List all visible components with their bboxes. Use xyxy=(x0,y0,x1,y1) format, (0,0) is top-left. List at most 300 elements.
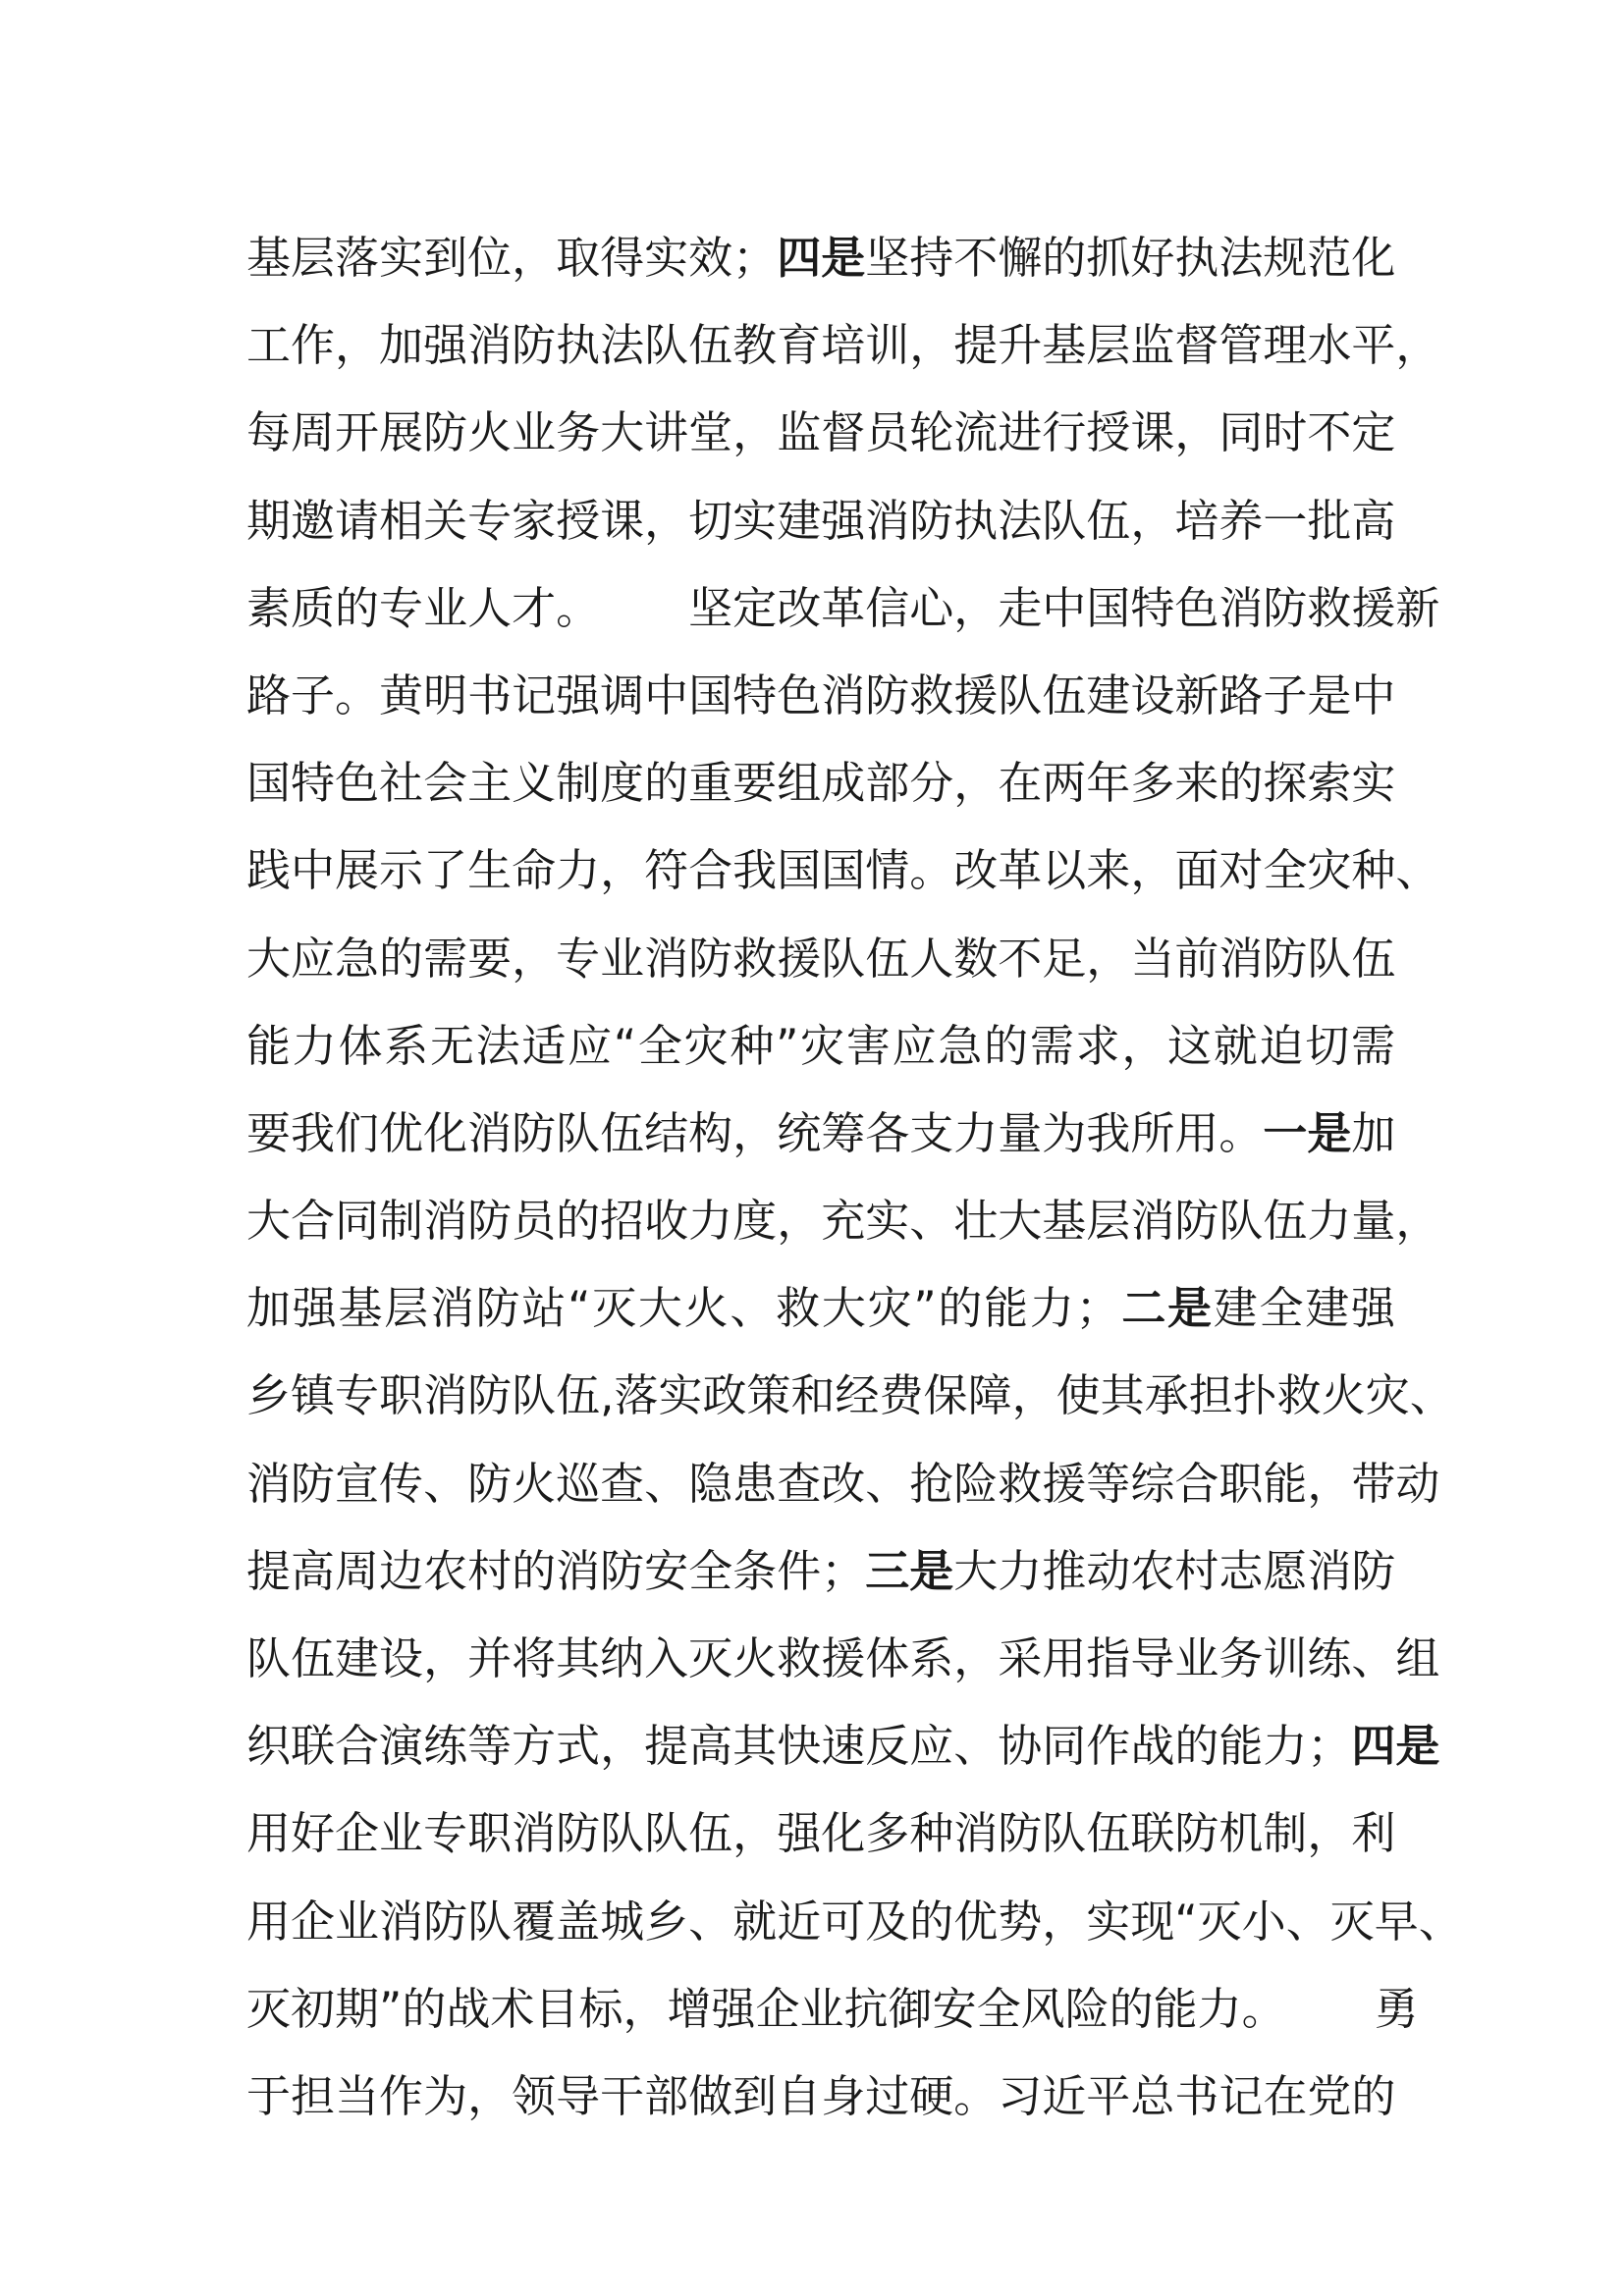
text-char: 导 xyxy=(556,2069,601,2122)
text-line xyxy=(246,1274,1395,1362)
text-char: 练 xyxy=(1307,1632,1352,1684)
text-char: 我 xyxy=(732,844,778,897)
text-char: 实 xyxy=(379,232,424,284)
text-char: 防 xyxy=(865,668,910,721)
text-char: 的 xyxy=(644,757,689,810)
text-char: 来 xyxy=(1174,757,1219,810)
text-char: 作 xyxy=(291,319,336,372)
text-char: 提 xyxy=(953,319,999,372)
text-char: 强 xyxy=(556,668,601,721)
text-char: 件 xyxy=(777,1544,822,1597)
text-char: 提 xyxy=(246,1544,292,1597)
text-char: 消 xyxy=(423,1369,468,1422)
text-char: 能 xyxy=(1153,1982,1198,2035)
text-char: 扑 xyxy=(1232,1369,1277,1422)
text-char: 实 xyxy=(644,232,689,284)
text-char: 黄 xyxy=(379,668,424,721)
text-char: 村 xyxy=(1174,1544,1219,1597)
text-char: 查 xyxy=(777,1457,822,1510)
text-char: 督 xyxy=(1174,319,1219,372)
text-char: 中 xyxy=(1351,668,1396,721)
text-char: 力 xyxy=(688,1195,733,1248)
text-char: 员 xyxy=(512,1195,557,1248)
text-char: 抢 xyxy=(909,1457,954,1510)
text-char: 中 xyxy=(644,668,689,721)
text-char: 制 xyxy=(556,757,601,810)
text-char: 消 xyxy=(953,1807,999,1860)
text-char: 需 xyxy=(423,932,468,985)
text-char: 新 xyxy=(1395,581,1440,634)
text-char: 层 xyxy=(1086,1195,1131,1248)
text-char: 结 xyxy=(644,1106,689,1159)
text-line xyxy=(246,1888,1463,1975)
text-char: 人 xyxy=(467,581,513,634)
text-char: 近 xyxy=(1042,2069,1087,2122)
text-char: 色 xyxy=(1174,581,1219,634)
text-char: 专 xyxy=(379,581,424,634)
text-char: 实 xyxy=(1086,1895,1131,1948)
text-char: 合 xyxy=(291,1195,336,1248)
text-char: “ xyxy=(568,1282,591,1335)
text-char: 早 xyxy=(1374,1895,1419,1948)
text-char: 邀 xyxy=(291,494,336,547)
bold-marker: 一 xyxy=(1263,1106,1308,1159)
text-char: 强 xyxy=(777,1807,822,1860)
text-char xyxy=(600,574,644,662)
text-char: 、 xyxy=(688,1895,733,1948)
text-char: 反 xyxy=(865,1720,910,1773)
text-char: 组 xyxy=(1395,1632,1440,1684)
text-char: 路 xyxy=(246,668,292,721)
text-char: 全 xyxy=(1259,1282,1304,1335)
text-char: 符 xyxy=(644,844,689,897)
text-char: 业 xyxy=(799,1982,844,2035)
text-char: 防 xyxy=(1174,1807,1219,1860)
text-char: 无 xyxy=(429,1019,474,1072)
text-char: 指 xyxy=(1086,1632,1131,1684)
text-char: 轮 xyxy=(909,406,954,459)
text-char: 能 xyxy=(1263,1457,1308,1510)
text-char: 、 xyxy=(1409,1369,1454,1422)
text-char: 义 xyxy=(512,757,557,810)
text-char: 到 xyxy=(423,232,468,284)
text-char: 防 xyxy=(467,1369,513,1422)
text-char: 风 xyxy=(1020,1982,1065,2035)
bold-marker: 是 xyxy=(1307,1106,1352,1159)
text-char: 推 xyxy=(1042,1544,1087,1597)
text-char: 面 xyxy=(1174,844,1219,897)
text-char: 量 xyxy=(1351,1195,1396,1248)
text-char: 讲 xyxy=(644,406,689,459)
text-char: 自 xyxy=(777,2069,822,2122)
text-char: 我 xyxy=(1086,1106,1131,1159)
text-char: 效 xyxy=(688,232,733,284)
text-char: 力 xyxy=(1307,1195,1352,1248)
text-char: 、 xyxy=(730,1282,775,1335)
text-char: 灾 xyxy=(867,1282,912,1335)
text-char: 宣 xyxy=(335,1457,380,1510)
text-char: 救 xyxy=(1307,581,1352,634)
text-char: 盖 xyxy=(556,1895,601,1948)
text-char: 的 xyxy=(984,1019,1029,1072)
text-char: 防 xyxy=(423,1895,468,1948)
text-char: 防 xyxy=(475,1282,520,1335)
text-char: ， xyxy=(909,319,954,372)
text-char: 是 xyxy=(1307,668,1352,721)
text-char: 定 xyxy=(1351,406,1396,459)
text-char: 力 xyxy=(1029,1282,1074,1335)
text-char: 御 xyxy=(888,1982,933,2035)
text-char: 农 xyxy=(1130,1544,1175,1597)
text-char: 条 xyxy=(732,1544,778,1597)
text-char: 火 xyxy=(1321,1369,1366,1422)
text-char: 灭 xyxy=(1197,1895,1242,1948)
text-char: 量 xyxy=(998,1106,1043,1159)
text-char: 消 xyxy=(467,1106,513,1159)
text-char: ， xyxy=(1174,406,1219,459)
text-char: 主 xyxy=(467,757,513,810)
text-char: 系 xyxy=(909,1632,954,1684)
text-char: 加 xyxy=(246,1282,292,1335)
text-char: 能 xyxy=(246,1019,292,1072)
text-char: 建 xyxy=(777,494,822,547)
text-char: 层 xyxy=(384,1282,429,1335)
text-char: 式 xyxy=(556,1720,601,1773)
text-char: 书 xyxy=(1174,2069,1219,2122)
text-char: 实 xyxy=(1351,757,1396,810)
text-char: 火 xyxy=(467,406,513,459)
text-char: 组 xyxy=(777,757,822,810)
text-char: 、 xyxy=(644,1457,689,1510)
text-char: 队 xyxy=(467,1895,513,1948)
text-char: 消 xyxy=(429,1282,474,1335)
bold-marker: 是 xyxy=(909,1544,954,1597)
text-char: 、 xyxy=(1395,844,1440,897)
text-char: ， xyxy=(600,844,645,897)
text-char: 数 xyxy=(953,932,999,985)
text-char: 招 xyxy=(600,1195,645,1248)
text-char: 。 xyxy=(335,668,380,721)
text-char: 全 xyxy=(976,1982,1021,2035)
text-char: 救 xyxy=(998,1457,1043,1510)
text-char: 同 xyxy=(1042,1720,1087,1773)
text-char: 同 xyxy=(335,1195,380,1248)
text-char: 流 xyxy=(953,406,999,459)
text-char: 的 xyxy=(402,1982,447,2035)
text-char: 身 xyxy=(821,2069,866,2122)
text-char: 安 xyxy=(932,1982,977,2035)
text-char: 愿 xyxy=(1263,1544,1308,1597)
text-char: 课 xyxy=(1130,406,1175,459)
text-char: 火 xyxy=(732,1632,778,1684)
text-char: 职 xyxy=(1218,1457,1264,1510)
text-char: 制 xyxy=(379,1195,424,1248)
text-char: 种 xyxy=(909,1807,954,1860)
text-char: ， xyxy=(467,2069,513,2122)
text-char: 伍 xyxy=(1086,494,1131,547)
text-char: 防 xyxy=(998,1807,1043,1860)
text-char: 力 xyxy=(953,1106,999,1159)
text-char: 业 xyxy=(600,932,645,985)
text-char: 为 xyxy=(423,2069,468,2122)
text-char: 消 xyxy=(423,1195,468,1248)
text-line xyxy=(246,311,1440,399)
text-char: ， xyxy=(600,1720,645,1773)
text-char: 国 xyxy=(1086,581,1131,634)
text-char: 收 xyxy=(644,1195,689,1248)
text-line xyxy=(246,1537,1395,1625)
text-char: 在 xyxy=(998,757,1043,810)
text-char: 育 xyxy=(777,319,822,372)
text-char: 业 xyxy=(335,1895,380,1948)
text-char: 害 xyxy=(845,1019,891,1072)
text-char: 的 xyxy=(1042,232,1087,284)
text-char: 带 xyxy=(1351,1457,1396,1510)
text-char: 水 xyxy=(1307,319,1352,372)
text-char: 建 xyxy=(1213,1282,1258,1335)
text-char: 演 xyxy=(379,1720,424,1773)
text-char: 好 xyxy=(291,1807,336,1860)
text-char: 统 xyxy=(777,1106,822,1159)
text-char: ； xyxy=(821,1544,866,1597)
text-char: 防 xyxy=(688,932,733,985)
text-char: 术 xyxy=(490,1982,535,2035)
text-char: 革 xyxy=(821,581,866,634)
text-char: 灾 xyxy=(800,1019,845,1072)
text-char: 范 xyxy=(1307,232,1352,284)
text-char: 联 xyxy=(1130,1807,1175,1860)
text-char: 站 xyxy=(521,1282,567,1335)
text-char: ， xyxy=(644,494,689,547)
text-char: 传 xyxy=(379,1457,424,1510)
text-char: 实 xyxy=(658,1369,703,1422)
text-char: 巡 xyxy=(556,1457,601,1510)
text-char: 时 xyxy=(1263,406,1308,459)
text-char: 的 xyxy=(938,1282,983,1335)
text-char: 书 xyxy=(467,668,513,721)
text-char: 全 xyxy=(637,1019,682,1072)
text-char: 每 xyxy=(246,406,292,459)
text-line xyxy=(246,1799,1395,1887)
text-char: 方 xyxy=(512,1720,557,1773)
text-char: 灾 xyxy=(683,1019,729,1072)
text-char: 防 xyxy=(600,1544,645,1597)
text-char: 防 xyxy=(423,406,468,459)
text-char: 情 xyxy=(865,844,910,897)
text-char: 障 xyxy=(967,1369,1012,1422)
text-char: 年 xyxy=(1086,757,1131,810)
text-char: ， xyxy=(1042,1895,1087,1948)
text-char: 灾 xyxy=(1365,1369,1410,1422)
text-char: 需 xyxy=(1350,1019,1395,1072)
text-char: 执 xyxy=(953,494,999,547)
text-char: 走 xyxy=(998,581,1043,634)
text-char: 援 xyxy=(1042,1457,1087,1510)
text-line xyxy=(246,574,1440,662)
text-char: 切 xyxy=(1305,1019,1350,1072)
text-char: ， xyxy=(512,232,557,284)
text-char: 国 xyxy=(777,844,822,897)
text-char: 大 xyxy=(953,1544,999,1597)
text-char: 基 xyxy=(246,232,292,284)
text-char: 监 xyxy=(1130,319,1175,372)
text-char: “ xyxy=(613,1019,637,1072)
text-char: 的 xyxy=(1218,757,1264,810)
text-char: ， xyxy=(1395,319,1440,372)
text-char: 队 xyxy=(600,1807,645,1860)
text-char: 消 xyxy=(1307,1544,1352,1597)
text-char: 作 xyxy=(379,2069,424,2122)
text-line xyxy=(246,1625,1440,1712)
text-char: 综 xyxy=(1130,1457,1175,1510)
text-char: 动 xyxy=(1395,1457,1440,1510)
text-char: 中 xyxy=(291,844,336,897)
text-char: 训 xyxy=(1263,1632,1308,1684)
text-char: 当 xyxy=(335,2069,380,2122)
text-char: 救 xyxy=(732,932,778,985)
text-char: ， xyxy=(1307,1457,1352,1510)
text-char: 保 xyxy=(923,1369,968,1422)
text-char: 速 xyxy=(821,1720,866,1773)
text-char: 实 xyxy=(732,494,778,547)
text-char: 、 xyxy=(1418,1895,1463,1948)
text-line xyxy=(246,1012,1395,1099)
text-char: 将 xyxy=(512,1632,557,1684)
text-char: 落 xyxy=(614,1369,659,1422)
text-char: 险 xyxy=(1064,1982,1110,2035)
text-char: 力 xyxy=(292,1019,337,1072)
text-char: 防 xyxy=(1174,1195,1219,1248)
text-char: 大 xyxy=(246,932,292,985)
text-char: 队 xyxy=(1218,1195,1264,1248)
text-char: 部 xyxy=(644,2069,689,2122)
text-char: 、 xyxy=(865,1457,910,1510)
text-char: 救 xyxy=(1276,1369,1322,1422)
text-char: 队 xyxy=(246,1632,292,1684)
text-char: 灭 xyxy=(246,1982,292,2035)
text-char: 记 xyxy=(512,668,557,721)
text-char: 定 xyxy=(732,581,778,634)
text-char: 特 xyxy=(732,668,778,721)
text-char: 导 xyxy=(1130,1632,1175,1684)
text-char: 课 xyxy=(600,494,645,547)
text-char: ， xyxy=(1307,1807,1352,1860)
text-char: 提 xyxy=(644,1720,689,1773)
text-char: 业 xyxy=(423,581,468,634)
text-char: 其 xyxy=(1100,1369,1145,1422)
text-char: 授 xyxy=(1086,406,1131,459)
text-char: 足 xyxy=(1042,932,1087,985)
text-char: 战 xyxy=(446,1982,491,2035)
text-char: 业 xyxy=(379,1807,424,1860)
text-char: 急 xyxy=(335,932,380,985)
text-char: 练 xyxy=(423,1720,468,1773)
text-char: 。 xyxy=(953,2069,999,2122)
text-char: 险 xyxy=(953,1457,999,1510)
text-char: 规 xyxy=(1263,232,1308,284)
text-char: 队 xyxy=(512,1369,557,1422)
text-char: 消 xyxy=(512,1807,557,1860)
text-char: 特 xyxy=(1130,581,1175,634)
text-char: 用 xyxy=(246,1807,292,1860)
text-char: 来 xyxy=(1086,844,1131,897)
text-char: 的 xyxy=(379,932,424,985)
text-char: 灭 xyxy=(592,1282,637,1335)
text-char: 动 xyxy=(1086,1544,1131,1597)
text-char: 强 xyxy=(292,1282,337,1335)
text-char: 其 xyxy=(556,1632,601,1684)
text-char: 进 xyxy=(998,406,1043,459)
text-char: 对 xyxy=(1218,844,1264,897)
text-char: 色 xyxy=(335,757,380,810)
text-char: 索 xyxy=(1307,757,1352,810)
text-char: 懈 xyxy=(998,232,1043,284)
text-char: 们 xyxy=(335,1106,380,1159)
bold-marker: 是 xyxy=(1395,1720,1440,1773)
text-char: 等 xyxy=(1086,1457,1131,1510)
text-char: 力 xyxy=(998,1544,1043,1597)
text-char: 目 xyxy=(534,1982,579,2035)
text-char: 周 xyxy=(291,406,336,459)
text-char: 救 xyxy=(909,668,954,721)
text-char: 多 xyxy=(865,1807,910,1860)
text-char xyxy=(1286,1975,1330,2062)
text-char: 利 xyxy=(1351,1807,1396,1860)
text-line xyxy=(246,487,1395,574)
text-char: 专 xyxy=(335,1369,380,1422)
text-char: 乡 xyxy=(246,1369,292,1422)
text-char: 批 xyxy=(1307,494,1352,547)
text-char: 于 xyxy=(246,2069,292,2122)
text-char: 的 xyxy=(1351,2069,1396,2122)
text-char: 援 xyxy=(821,1632,866,1684)
text-char: 开 xyxy=(335,406,380,459)
text-char: 授 xyxy=(556,494,601,547)
text-char: 硬 xyxy=(909,2069,954,2122)
text-char: ， xyxy=(1086,932,1131,985)
text-char: 防 xyxy=(556,1807,601,1860)
text-char: ， xyxy=(732,406,778,459)
text-char: 监 xyxy=(777,406,822,459)
text-char: 培 xyxy=(821,319,866,372)
text-char: 了 xyxy=(423,844,468,897)
text-char: 农 xyxy=(423,1544,468,1597)
text-char: 总 xyxy=(1130,2069,1175,2122)
text-char: 建 xyxy=(1086,668,1131,721)
text-char: 种 xyxy=(730,1019,775,1072)
text-char: 色 xyxy=(777,668,822,721)
text-char: 伍 xyxy=(688,319,733,372)
text-char: 防 xyxy=(512,319,557,372)
text-char: 党 xyxy=(1307,2069,1352,2122)
text-char: 的 xyxy=(1174,1720,1219,1773)
text-char: ” xyxy=(776,1019,799,1072)
text-char: 优 xyxy=(953,1895,999,1948)
text-char: 基 xyxy=(1042,319,1087,372)
text-char: 队 xyxy=(1307,932,1352,985)
text-char: ， xyxy=(423,1632,468,1684)
text-char: 记 xyxy=(1218,2069,1264,2122)
text-char: 全 xyxy=(1263,844,1308,897)
text-char: 援 xyxy=(953,668,999,721)
text-char: 适 xyxy=(521,1019,567,1072)
text-char: 全 xyxy=(688,1544,733,1597)
text-char: 这 xyxy=(1167,1019,1213,1072)
text-char: 作 xyxy=(1086,1720,1131,1773)
text-char: , xyxy=(600,1369,615,1422)
text-char: 抗 xyxy=(843,1982,889,2035)
text-char: 伍 xyxy=(1042,668,1087,721)
